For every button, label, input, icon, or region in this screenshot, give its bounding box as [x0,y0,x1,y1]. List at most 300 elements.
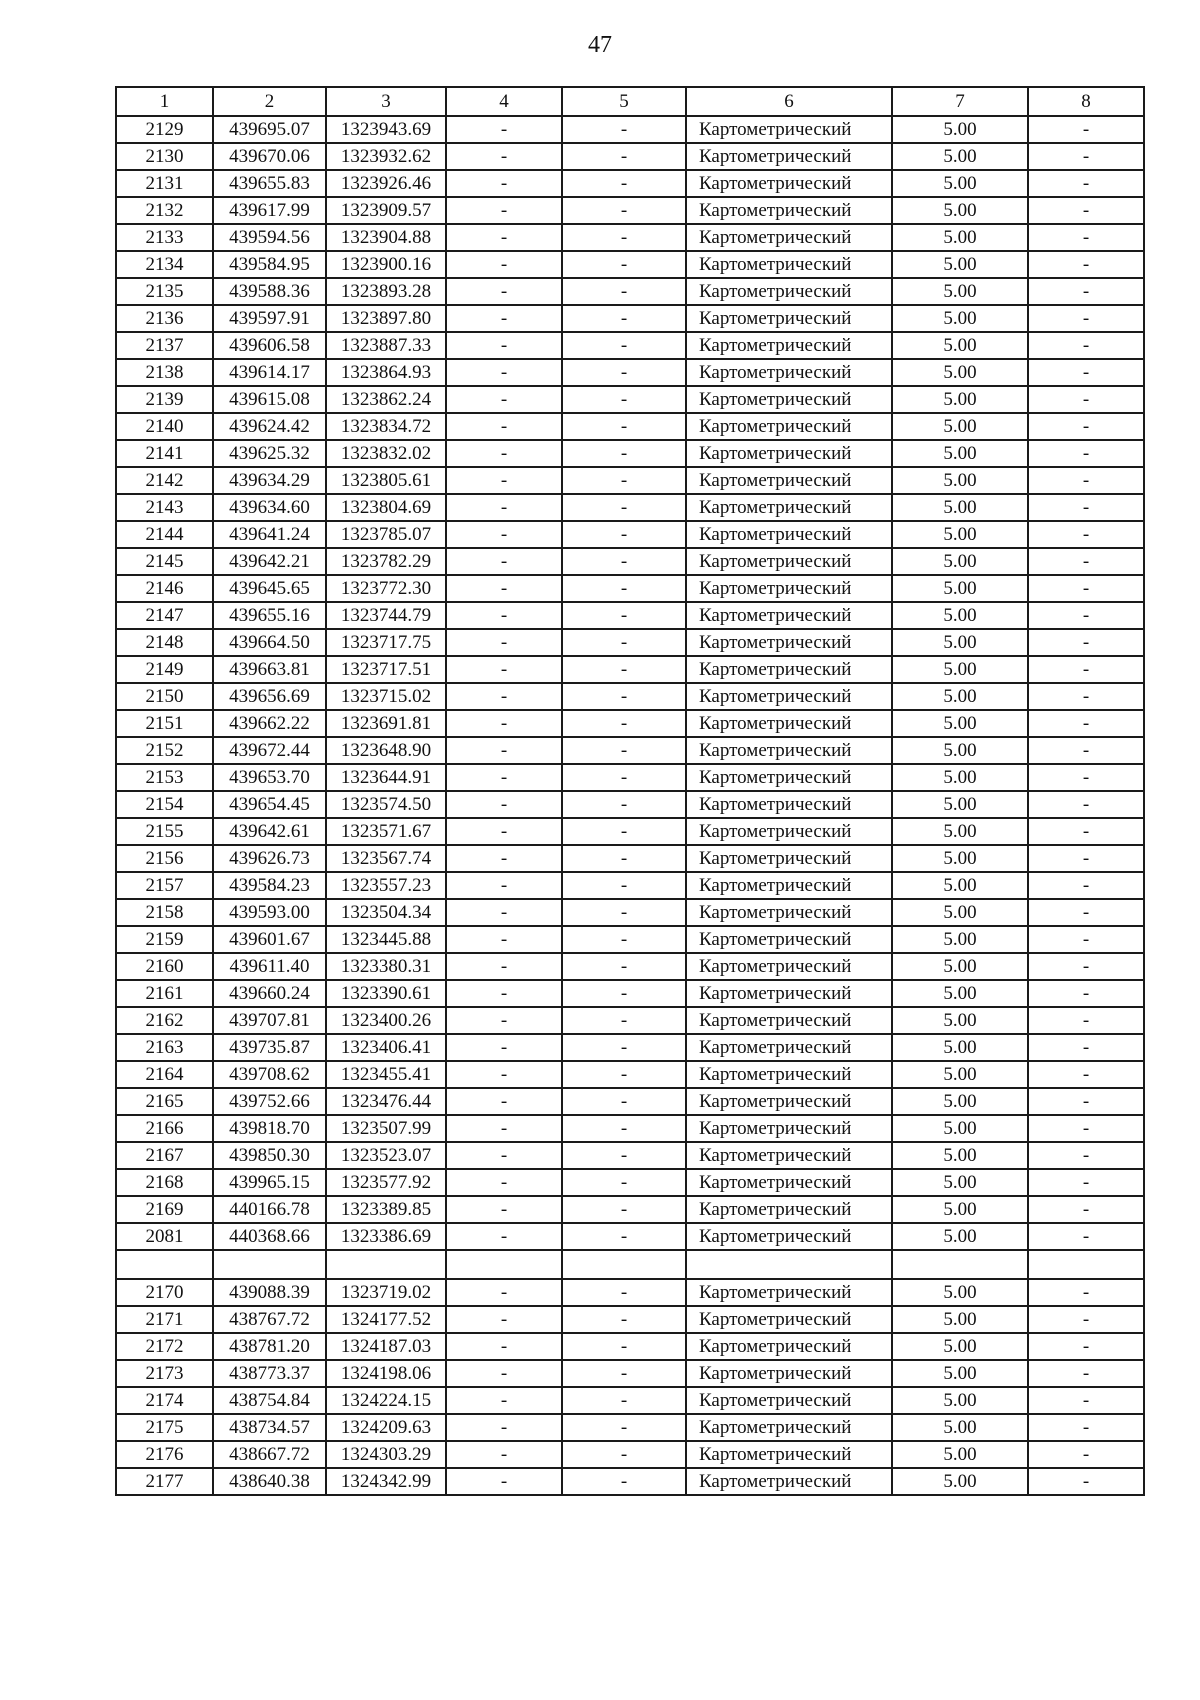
table-row [116,332,1144,359]
cell-accuracy: 5.00 [892,980,1028,1007]
cell-col-8: - [1028,359,1144,386]
cell-col-4: - [446,1306,562,1333]
table-row [116,1306,1144,1333]
cell-coord-x: 439614.17 [213,359,326,386]
cell-accuracy: 5.00 [892,845,1028,872]
cell-coord-x: 439850.30 [213,1142,326,1169]
cell-col-4: - [446,251,562,278]
table-row [116,1279,1144,1306]
cell-coord-y: 1323785.07 [326,521,446,548]
cell-point-number: 2157 [116,872,213,899]
cell-col-8: - [1028,1034,1144,1061]
table-row [116,413,1144,440]
table-row [116,1169,1144,1196]
cell-col-5 [562,1250,686,1279]
cell-col-5: - [562,116,686,143]
cell-method: Картометрический [686,143,892,170]
cell-col-8: - [1028,197,1144,224]
cell-col-4: - [446,629,562,656]
cell-col-4: - [446,1115,562,1142]
cell-point-number: 2146 [116,575,213,602]
cell-col-8: - [1028,818,1144,845]
cell-coord-y: 1323744.79 [326,602,446,629]
cell-coord-y: 1323805.61 [326,467,446,494]
cell-coord-x: 439584.23 [213,872,326,899]
cell-col-8: - [1028,602,1144,629]
cell-col-8: - [1028,656,1144,683]
cell-coord-y: 1323523.07 [326,1142,446,1169]
cell-col-4: - [446,953,562,980]
cell-method: Картометрический [686,1414,892,1441]
cell-coord-y: 1324342.99 [326,1468,446,1495]
page-number: 47 [588,32,612,58]
cell-accuracy: 5.00 [892,953,1028,980]
cell-col-5: - [562,845,686,872]
cell-accuracy: 5.00 [892,1223,1028,1250]
cell-col-5: - [562,278,686,305]
cell-point-number: 2132 [116,197,213,224]
cell-col-8: - [1028,1414,1144,1441]
table-row [116,791,1144,818]
cell-accuracy: 5.00 [892,1088,1028,1115]
cell-col-5: - [562,1387,686,1414]
cell-col-5: - [562,602,686,629]
cell-col-5: - [562,440,686,467]
cell-col-8: - [1028,116,1144,143]
cell-method: Картометрический [686,440,892,467]
cell-col-8: - [1028,494,1144,521]
cell-col-8: - [1028,980,1144,1007]
cell-point-number: 2151 [116,710,213,737]
cell-method: Картометрический [686,1387,892,1414]
header-cell-2: 2 [213,87,326,116]
cell-accuracy: 5.00 [892,1061,1028,1088]
table-row [116,602,1144,629]
cell-coord-y: 1323804.69 [326,494,446,521]
cell-col-4: - [446,1007,562,1034]
cell-col-4: - [446,305,562,332]
cell-method: Картометрический [686,683,892,710]
cell-col-4: - [446,116,562,143]
cell-col-4: - [446,845,562,872]
cell-col-8 [1028,1250,1144,1279]
cell-method: Картометрический [686,278,892,305]
cell-coord-x: 439593.00 [213,899,326,926]
cell-point-number: 2136 [116,305,213,332]
cell-accuracy: 5.00 [892,602,1028,629]
cell-col-8: - [1028,1387,1144,1414]
cell-coord-x: 439662.22 [213,710,326,737]
cell-coord-x: 439634.29 [213,467,326,494]
cell-col-5: - [562,143,686,170]
cell-col-4: - [446,224,562,251]
cell-col-4: - [446,1142,562,1169]
cell-col-8: - [1028,278,1144,305]
cell-coord-x: 439597.91 [213,305,326,332]
cell-coord-y: 1323455.41 [326,1061,446,1088]
cell-col-8: - [1028,629,1144,656]
cell-accuracy: 5.00 [892,440,1028,467]
table-row [116,953,1144,980]
cell-col-4: - [446,386,562,413]
table-row [116,710,1144,737]
cell-col-5: - [562,1414,686,1441]
cell-coord-x: 439653.70 [213,764,326,791]
cell-accuracy: 5.00 [892,1115,1028,1142]
cell-coord-y: 1323380.31 [326,953,446,980]
table-row [116,899,1144,926]
cell-accuracy: 5.00 [892,278,1028,305]
cell-point-number: 2133 [116,224,213,251]
cell-col-5: - [562,467,686,494]
table-row [116,521,1144,548]
cell-coord-x: 440166.78 [213,1196,326,1223]
coordinates-table [115,86,1145,1496]
cell-col-8: - [1028,1169,1144,1196]
cell-col-5: - [562,656,686,683]
cell-col-8: - [1028,305,1144,332]
cell-point-number: 2141 [116,440,213,467]
cell-col-4: - [446,143,562,170]
cell-coord-y: 1323389.85 [326,1196,446,1223]
cell-col-4: - [446,1196,562,1223]
cell-accuracy: 5.00 [892,1387,1028,1414]
cell-coord-x: 439663.81 [213,656,326,683]
cell-method: Картометрический [686,1360,892,1387]
cell-accuracy: 5.00 [892,1007,1028,1034]
table-row [116,1333,1144,1360]
cell-col-8: - [1028,1441,1144,1468]
cell-col-4: - [446,575,562,602]
cell-col-8: - [1028,1142,1144,1169]
cell-col-4: - [446,1169,562,1196]
cell-col-4: - [446,764,562,791]
cell-col-8: - [1028,899,1144,926]
cell-accuracy: 5.00 [892,1468,1028,1495]
cell-col-5: - [562,1333,686,1360]
cell-method: Картометрический [686,1115,892,1142]
cell-col-8: - [1028,1007,1144,1034]
cell-coord-x: 439656.69 [213,683,326,710]
cell-accuracy: 5.00 [892,197,1028,224]
table-row [116,386,1144,413]
cell-col-8: - [1028,1279,1144,1306]
cell-col-5: - [562,980,686,1007]
cell-point-number: 2171 [116,1306,213,1333]
cell-coord-y: 1323932.62 [326,143,446,170]
cell-coord-x: 439655.16 [213,602,326,629]
cell-method: Картометрический [686,332,892,359]
cell-accuracy: 5.00 [892,116,1028,143]
cell-coord-y: 1323834.72 [326,413,446,440]
cell-col-8: - [1028,1115,1144,1142]
cell-coord-x: 439664.50 [213,629,326,656]
cell-coord-x: 439695.07 [213,116,326,143]
table-row [116,278,1144,305]
cell-accuracy: 5.00 [892,1196,1028,1223]
cell-point-number: 2159 [116,926,213,953]
cell-coord-y: 1323893.28 [326,278,446,305]
cell-coord-y: 1323406.41 [326,1034,446,1061]
cell-coord-x: 439624.42 [213,413,326,440]
header-cell-1: 1 [116,87,213,116]
cell-col-4: - [446,980,562,1007]
cell-col-5: - [562,926,686,953]
cell-col-4: - [446,548,562,575]
cell-col-5: - [562,791,686,818]
cell-accuracy: 5.00 [892,413,1028,440]
cell-point-number: 2140 [116,413,213,440]
cell-method: Картометрический [686,1061,892,1088]
cell-point-number: 2165 [116,1088,213,1115]
cell-method: Картометрический [686,1196,892,1223]
cell-method: Картометрический [686,359,892,386]
cell-col-8: - [1028,251,1144,278]
cell-coord-y: 1323476.44 [326,1088,446,1115]
cell-col-8: - [1028,872,1144,899]
cell-method: Картометрический [686,224,892,251]
cell-accuracy: 5.00 [892,1414,1028,1441]
cell-method: Картометрический [686,116,892,143]
cell-col-8: - [1028,845,1144,872]
cell-col-5: - [562,872,686,899]
cell-point-number [116,1250,213,1279]
cell-coord-x: 440368.66 [213,1223,326,1250]
cell-col-5: - [562,305,686,332]
cell-point-number: 2152 [116,737,213,764]
table-row [116,926,1144,953]
cell-coord-y: 1323386.69 [326,1223,446,1250]
cell-coord-y: 1323772.30 [326,575,446,602]
table-row [116,1250,1144,1279]
cell-method: Картометрический [686,494,892,521]
cell-coord-x: 439594.56 [213,224,326,251]
cell-col-5: - [562,1115,686,1142]
cell-coord-y: 1323897.80 [326,305,446,332]
cell-col-5: - [562,170,686,197]
cell-col-8: - [1028,575,1144,602]
cell-method: Картометрический [686,521,892,548]
table-row [116,494,1144,521]
cell-point-number: 2167 [116,1142,213,1169]
cell-coord-x: 438734.57 [213,1414,326,1441]
cell-point-number: 2170 [116,1279,213,1306]
cell-point-number: 2158 [116,899,213,926]
table-row [116,359,1144,386]
cell-point-number: 2166 [116,1115,213,1142]
cell-coord-y: 1323507.99 [326,1115,446,1142]
cell-method: Картометрический [686,1223,892,1250]
cell-col-8: - [1028,440,1144,467]
cell-col-4: - [446,1414,562,1441]
cell-method: Картометрический [686,1279,892,1306]
cell-accuracy: 5.00 [892,467,1028,494]
cell-coord-x [213,1250,326,1279]
cell-method: Картометрический [686,899,892,926]
table-row [116,1441,1144,1468]
header-row [116,87,1144,116]
cell-coord-y: 1323887.33 [326,332,446,359]
cell-point-number: 2177 [116,1468,213,1495]
cell-method: Картометрический [686,197,892,224]
cell-accuracy: 5.00 [892,1360,1028,1387]
table-row [116,467,1144,494]
cell-point-number: 2134 [116,251,213,278]
cell-coord-x: 439584.95 [213,251,326,278]
table-body [116,116,1144,1495]
cell-col-5: - [562,683,686,710]
cell-point-number: 2143 [116,494,213,521]
table-row [116,683,1144,710]
cell-col-5: - [562,1468,686,1495]
cell-coord-y: 1323644.91 [326,764,446,791]
cell-coord-y: 1324224.15 [326,1387,446,1414]
table-row [116,143,1144,170]
cell-coord-x: 439654.45 [213,791,326,818]
cell-coord-y: 1324209.63 [326,1414,446,1441]
cell-coord-x: 439708.62 [213,1061,326,1088]
cell-accuracy: 5.00 [892,521,1028,548]
cell-accuracy: 5.00 [892,332,1028,359]
cell-col-5: - [562,899,686,926]
cell-point-number: 2148 [116,629,213,656]
cell-col-8: - [1028,1223,1144,1250]
cell-method: Картометрический [686,1441,892,1468]
cell-accuracy: 5.00 [892,494,1028,521]
cell-coord-x: 438754.84 [213,1387,326,1414]
cell-col-4: - [446,1333,562,1360]
table-row [116,440,1144,467]
cell-coord-x: 439752.66 [213,1088,326,1115]
header-cell-4: 4 [446,87,562,116]
cell-col-5: - [562,521,686,548]
cell-col-5: - [562,224,686,251]
cell-point-number: 2145 [116,548,213,575]
cell-col-5: - [562,1196,686,1223]
cell-coord-x: 439642.21 [213,548,326,575]
cell-coord-x: 438767.72 [213,1306,326,1333]
table-row [116,629,1144,656]
cell-coord-y [326,1250,446,1279]
cell-col-8: - [1028,548,1144,575]
cell-coord-x: 439588.36 [213,278,326,305]
cell-coord-x: 439625.32 [213,440,326,467]
cell-method: Картометрический [686,170,892,197]
cell-accuracy: 5.00 [892,926,1028,953]
cell-col-4: - [446,926,562,953]
cell-accuracy: 5.00 [892,224,1028,251]
cell-method: Картометрический [686,953,892,980]
table-row [116,1223,1144,1250]
cell-coord-x: 439655.83 [213,170,326,197]
table-row [116,980,1144,1007]
cell-accuracy: 5.00 [892,818,1028,845]
cell-method: Картометрический [686,980,892,1007]
cell-col-8: - [1028,332,1144,359]
cell-point-number: 2172 [116,1333,213,1360]
cell-col-5: - [562,494,686,521]
cell-method: Картометрический [686,845,892,872]
cell-col-5: - [562,1061,686,1088]
cell-coord-y: 1323904.88 [326,224,446,251]
cell-point-number: 2153 [116,764,213,791]
cell-col-5: - [562,764,686,791]
table-row [116,305,1144,332]
cell-col-5: - [562,332,686,359]
cell-point-number: 2164 [116,1061,213,1088]
cell-coord-y: 1323832.02 [326,440,446,467]
cell-point-number: 2130 [116,143,213,170]
cell-point-number: 2162 [116,1007,213,1034]
cell-accuracy: 5.00 [892,710,1028,737]
cell-method: Картометрический [686,710,892,737]
cell-coord-x: 439617.99 [213,197,326,224]
cell-col-8: - [1028,1468,1144,1495]
cell-point-number: 2135 [116,278,213,305]
cell-col-4: - [446,656,562,683]
cell-coord-x: 439672.44 [213,737,326,764]
cell-col-4: - [446,1468,562,1495]
cell-col-5: - [562,1306,686,1333]
cell-col-4: - [446,197,562,224]
cell-col-4: - [446,1441,562,1468]
cell-point-number: 2156 [116,845,213,872]
cell-coord-y: 1323567.74 [326,845,446,872]
cell-col-8: - [1028,1333,1144,1360]
cell-accuracy: 5.00 [892,386,1028,413]
cell-point-number: 2155 [116,818,213,845]
cell-coord-y: 1323557.23 [326,872,446,899]
cell-method: Картометрический [686,548,892,575]
cell-accuracy [892,1250,1028,1279]
cell-col-8: - [1028,521,1144,548]
cell-accuracy: 5.00 [892,899,1028,926]
cell-col-8: - [1028,386,1144,413]
cell-col-8: - [1028,170,1144,197]
cell-col-4: - [446,791,562,818]
table-row [116,251,1144,278]
cell-col-5: - [562,548,686,575]
cell-accuracy: 5.00 [892,575,1028,602]
table-row [116,1196,1144,1223]
cell-coord-x: 439606.58 [213,332,326,359]
cell-col-8: - [1028,1360,1144,1387]
table-row [116,1468,1144,1495]
cell-col-4: - [446,1061,562,1088]
cell-point-number: 2150 [116,683,213,710]
cell-method: Картометрический [686,791,892,818]
cell-coord-y: 1323943.69 [326,116,446,143]
cell-accuracy: 5.00 [892,1034,1028,1061]
table-row [116,170,1144,197]
cell-method: Картометрический [686,926,892,953]
cell-col-5: - [562,386,686,413]
cell-point-number: 2174 [116,1387,213,1414]
cell-coord-y: 1323719.02 [326,1279,446,1306]
cell-method: Картометрический [686,818,892,845]
cell-method: Картометрический [686,1468,892,1495]
cell-col-8: - [1028,791,1144,818]
cell-accuracy: 5.00 [892,1333,1028,1360]
cell-accuracy: 5.00 [892,683,1028,710]
cell-point-number: 2137 [116,332,213,359]
cell-point-number: 2154 [116,791,213,818]
cell-col-5: - [562,359,686,386]
header-cell-6: 6 [686,87,892,116]
cell-coord-x: 439601.67 [213,926,326,953]
table-row [116,1034,1144,1061]
cell-accuracy: 5.00 [892,170,1028,197]
